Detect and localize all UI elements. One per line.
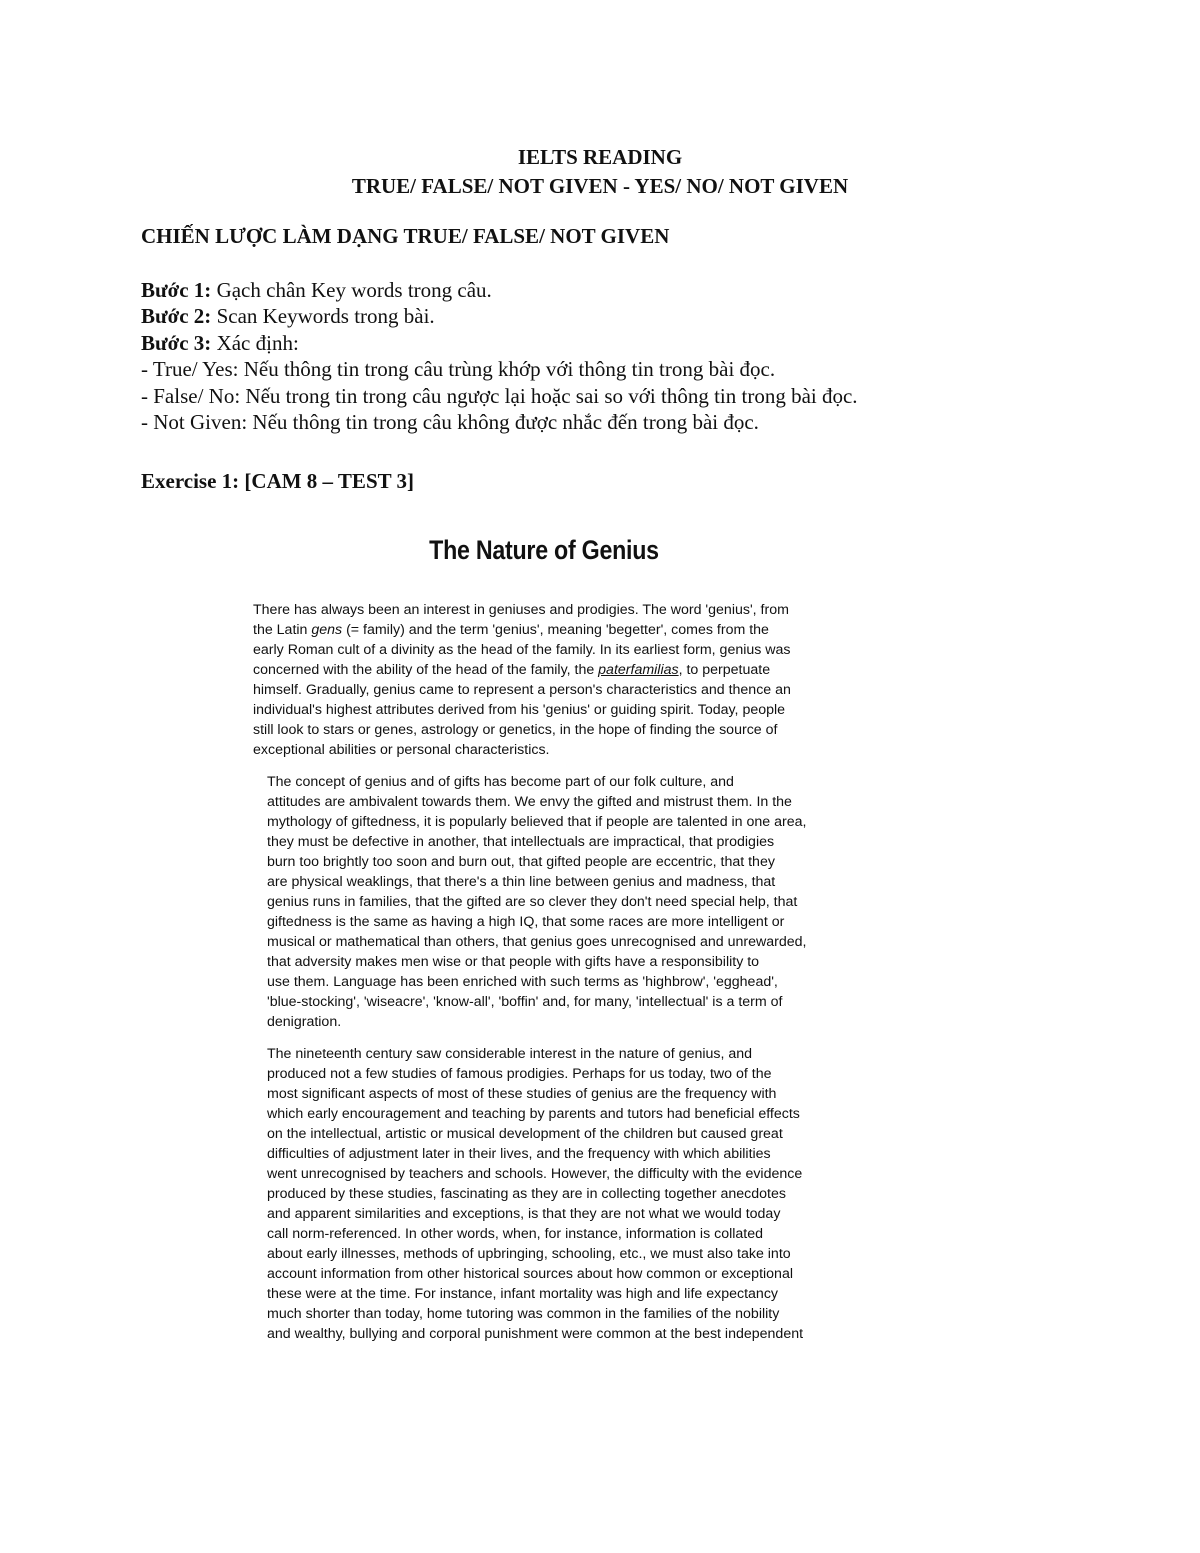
step-label: Bước 1: (141, 277, 212, 302)
bullet-not-given: - Not Given: Nếu thông tin trong câu không được nhắc đến trong bài đọc. (141, 410, 759, 434)
passage-paragraph-3 (253, 1044, 863, 1344)
step-text: Gạch chân Key words trong câu. (211, 277, 492, 302)
exercise-label: Exercise 1: [CAM 8 – TEST 3] (141, 469, 414, 493)
passage-line: burn too brightly too soon and burn out, that gifted people are eccentric, that they (267, 854, 775, 870)
italic-term: paterfamilias (598, 662, 679, 678)
passage-paragraph-2 (253, 772, 863, 1032)
passage-line: use them. Language has been enriched with such terms as 'highbrow', 'egghead', (267, 974, 778, 990)
passage-line: difficulties of adjustment later in their lives, and the frequency with which abilities (267, 1146, 771, 1162)
reading-passage (253, 600, 863, 1356)
passage-line (253, 620, 863, 640)
italic-term: gens (311, 622, 343, 638)
passage-line (253, 660, 863, 680)
passage-line: produced by these studies, fascinating as they are in collecting together anecdotes (267, 1186, 786, 1202)
text-span: the Latin (253, 622, 312, 638)
passage-line: denigration. (267, 1014, 342, 1030)
passage-paragraph-1 (253, 600, 863, 760)
passage-line: 'blue-stocking', 'wiseacre', 'know-all', 'boffin' and, for many, 'intellectual' is a term of (267, 994, 783, 1010)
passage-line: they must be defective in another, that intellectuals are impractical, that prodigies (267, 834, 775, 850)
bullet-true: - True/ Yes: Nếu thông tin trong câu trùng khớp với thông tin trong bài đọc. (141, 357, 776, 381)
passage-line: account information from other historical sources about how common or exceptional (267, 1266, 793, 1282)
passage-line: and apparent similarities and exceptions, is that they are not what we would today (267, 1206, 781, 1222)
passage-line: that adversity makes men wise or that people with gifts have a responsibility to (267, 954, 760, 970)
step-text: Scan Keywords trong bài. (211, 304, 435, 328)
document-subtitle: TRUE/ FALSE/ NOT GIVEN - YES/ NO/ NOT GIVEN (351, 174, 849, 198)
passage-line: much shorter than today, home tutoring was common in the families of the nobility (267, 1306, 780, 1322)
passage-line: about early illnesses, methods of upbringing, schooling, etc., we must also take into (267, 1246, 791, 1262)
passage-line: are physical weaklings, that there's a thin line between genius and madness, that (267, 874, 776, 890)
text-span: , to perpetuate (678, 662, 771, 678)
passage-line: attitudes are ambivalent towards them. We envy the gifted and mistrust them. In the (267, 794, 792, 810)
text-span: concerned with the ability of the head of the family, the (253, 662, 599, 678)
passage-line: early Roman cult of a divinity as the head of the family. In its earliest form, genius was (253, 642, 791, 658)
step-1 (141, 277, 1101, 304)
passage-line: on the intellectual, artistic or musical development of the children but caused great (267, 1126, 783, 1142)
passage-line: giftedness is the same as having a high IQ, that some races are more intelligent or (267, 914, 785, 930)
passage-line: these were at the time. For instance, infant mortality was high and life expectancy (267, 1286, 779, 1302)
passage-line: There has always been an interest in geniuses and prodigies. The word 'genius', from (253, 602, 789, 618)
step-label: Bước 2: (141, 304, 212, 328)
document-header (0, 143, 1200, 201)
passage-line: individual's highest attributes derived from his 'genius' or guiding spirit. Today, people (253, 702, 786, 718)
strategy-section (141, 223, 1101, 436)
document-title: IELTS READING (517, 145, 683, 169)
bullet-false: - False/ No: Nếu trong tin trong câu ngược lại hoặc sai so với thông tin trong bài đọc. (141, 383, 858, 408)
text-span: (= family) and the term 'genius', meaning 'begetter', comes from the (342, 622, 769, 638)
passage-line: which early encouragement and teaching by parents and tutors had beneficial effects (267, 1106, 800, 1122)
passage-line: musical or mathematical than others, that genius goes unrecognised and unrewarded, (267, 934, 807, 950)
step-3 (141, 330, 1101, 357)
passage-line: The nineteenth century saw considerable interest in the nature of genius, and (267, 1046, 753, 1062)
step-2 (141, 303, 1101, 330)
passage-line: most significant aspects of most of these studies of genius are the frequency with (267, 1086, 777, 1102)
passage-line: exceptional abilities or personal characteristics. (253, 742, 550, 758)
passage-line: call norm-referenced. In other words, when, for instance, information is collated (267, 1226, 764, 1242)
passage-line: produced not a few studies of famous prodigies. Perhaps for us today, two of the (267, 1066, 772, 1082)
passage-title: The Nature of Genius (429, 535, 659, 565)
passage-line: went unrecognised by teachers and schools. However, the difficulty with the evidence (267, 1166, 803, 1182)
passage-line: The concept of genius and of gifts has become part of our folk culture, and (267, 774, 734, 790)
passage-line: mythology of giftedness, it is popularly believed that if people are talented in one area, (267, 814, 807, 830)
strategy-heading: CHIẾN LƯỢC LÀM DẠNG TRUE/ FALSE/ NOT GIVEN (141, 224, 670, 248)
passage-line: genius runs in families, that the gifted are so clever they don't need special help, that (267, 894, 798, 910)
step-text: Xác định: (211, 330, 299, 355)
passage-line: himself. Gradually, genius came to represent a person's characteristics and thence an (253, 682, 791, 698)
passage-line: and wealthy, bullying and corporal punishment were common at the best independent (267, 1326, 804, 1342)
passage-line: still look to stars or genes, astrology or genetics, in the hope of finding the source of (253, 722, 778, 738)
step-label: Bước 3: (141, 330, 212, 355)
